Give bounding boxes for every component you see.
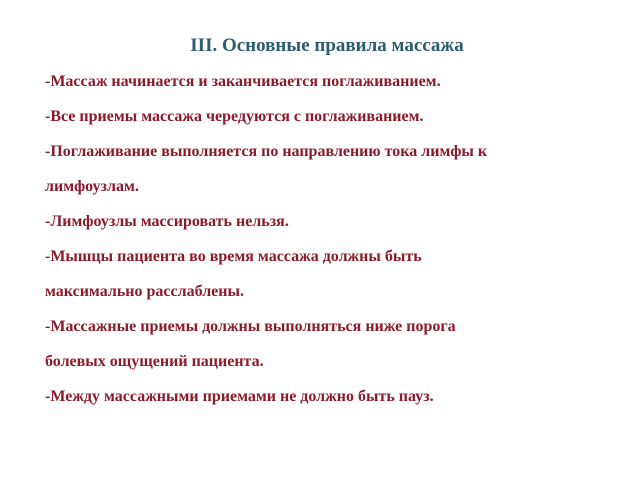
slide-title: III. Основные правила массажа [190, 35, 464, 56]
rule-line: максимально расслаблены. [45, 283, 244, 300]
rule-line: -Массаж начинается и заканчивается поглаживанием. [45, 73, 441, 90]
rule-line: -Мышцы пациента во время массажа должны быть [45, 248, 422, 265]
rule-line: -Лимфоузлы массировать нельзя. [45, 213, 289, 230]
rules-list [45, 64, 625, 414]
rule-line: -Между массажными приемами не должно быть пауз. [45, 388, 434, 405]
rule-line: болевых ощущений пациента. [45, 353, 264, 370]
rule-line: -Все приемы массажа чередуются с поглаживанием. [45, 108, 424, 125]
rule-line: -Поглаживание выполняется по направлению тока лимфы к [45, 143, 488, 160]
rule-line: -Массажные приемы должны выполняться ниже порога [45, 318, 456, 335]
rule-line: лимфоузлам. [45, 178, 139, 195]
